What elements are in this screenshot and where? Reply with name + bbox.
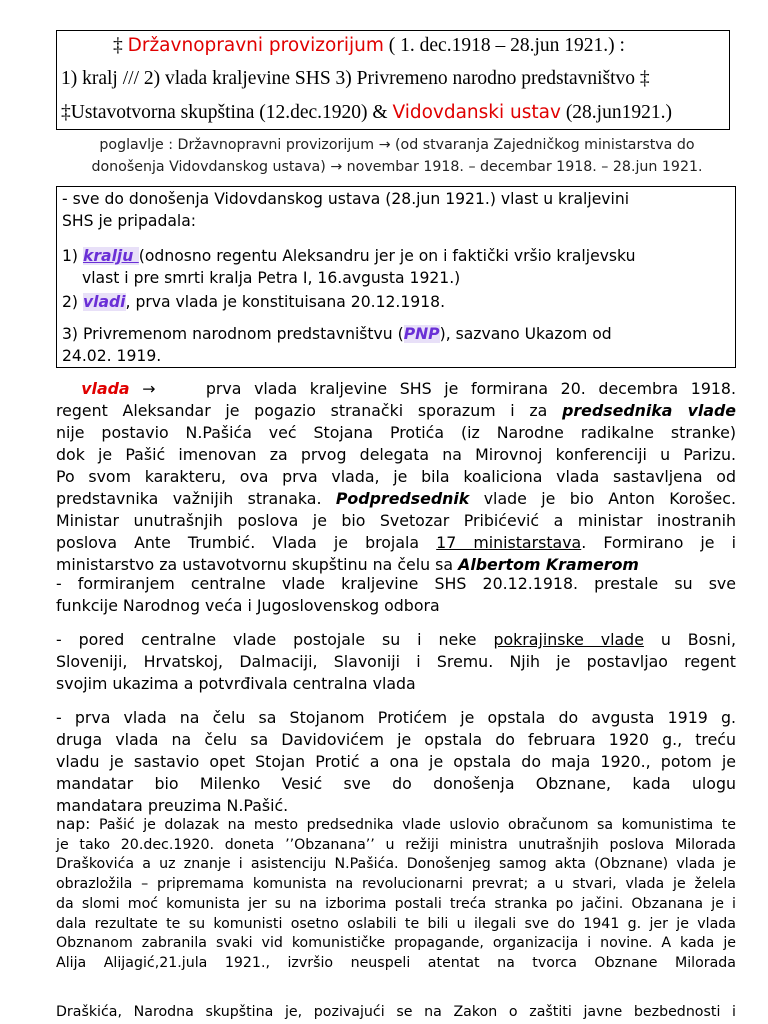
item-number: 1): [62, 247, 79, 265]
text-run: u Bosni,: [660, 630, 736, 649]
text-line: dok je Pašić imenovan za prvog delegata na Mirovnoj konferenciji u Parizu.: [56, 445, 736, 464]
text-line: [56, 532, 736, 554]
title-line: [113, 35, 625, 57]
constitution-intro: ‡Ustavotvorna skupština (12.dec.1920) &: [61, 102, 388, 123]
text-line: [56, 815, 736, 836]
item-text: (odnosno regentu Aleksandru jer je on i faktički vršio kraljevsku: [138, 247, 636, 265]
text-run: predstavnika važnijih stranaka.: [56, 489, 322, 508]
arrow-icon: →: [129, 379, 156, 398]
text-line: je tako 20.dec.1920. doneta ’’Obzanana’’ u režiji ministra unutrašnjih poslova Milorada: [56, 836, 736, 853]
keyword-kramer: Albertom Kramerom: [458, 555, 639, 574]
keyword-king: kralju: [82, 247, 139, 265]
item-number: 2): [62, 293, 79, 311]
power-intro-line-2: SHS je pripadala:: [62, 212, 197, 230]
constitution-date: (28.jun1921.): [565, 102, 672, 123]
note-label: nap:: [56, 815, 91, 833]
title-box: [56, 30, 730, 130]
item-text: , prva vlada je konstituisana 20.12.1918.: [125, 293, 446, 311]
note-block: [56, 815, 736, 974]
topic-dates: ( 1. dec.1918 – 28.jun 1921.) :: [388, 35, 625, 56]
text-line: Draškovića a uz znanje i asistenciju N.Pašića. Donošenjeg samog akta (Obznane) vlada je: [56, 856, 736, 873]
text-line: da slomi moć komunista jer su na izborima postali treća stranka po jačini. Obzanana je i: [56, 895, 736, 912]
text-run: poslova Ante Trumbić. Vlada je brojala: [56, 533, 420, 552]
keyword-deputy: Podpredsednik: [335, 489, 470, 508]
text-run: regent Aleksandar je pogazio stranački sporazum i za: [56, 401, 548, 420]
paragraph-central-government: [56, 573, 736, 617]
power-summary-box: [56, 186, 736, 368]
keyword-prime-minister: predsednika vlade: [562, 401, 737, 420]
text-line: Alija Alijagić,21.jula 1921., izvršio neuspeli atentat na tvorca Obznane Milorada: [56, 954, 736, 971]
text-line: mandatara preuzima N.Pašić.: [56, 796, 289, 815]
text-line: [56, 629, 736, 651]
text-line: - prva vlada na čelu sa Stojanom Protićem je opstala do avgusta 1919 g.: [56, 708, 736, 727]
text-run: - pored centralne vlade postojale su i neke: [56, 630, 477, 649]
constitution-title: Vidovdanski ustav: [392, 102, 561, 123]
power-item-government: [62, 291, 730, 313]
text-run: vlade je bio Anton Korošec.: [483, 489, 736, 508]
topic-constitution-line: [61, 102, 672, 124]
text-line: [56, 378, 736, 400]
keyword-government: vladi: [82, 293, 126, 311]
text-line: Obznanom zabranila svaki vid komunističke propagande, organizacija i novine. A kada je: [56, 935, 736, 952]
keyword-provincial: pokrajinske vlade: [493, 630, 644, 649]
double-dagger-icon: ‡: [113, 35, 123, 56]
keyword-pnp: PNP: [403, 325, 440, 343]
paragraph-government: [56, 378, 736, 576]
text-line: vladu je sastavio opet Stojan Protić a ona je opstala do maja 1920., potom je: [56, 752, 736, 771]
text-line: svojim ukazima a potvrđivala centralna vlada: [56, 674, 416, 693]
text-line: Po svom karakteru, ova prva vlada, je bila koaliciona vlada sastavljena od: [56, 467, 736, 486]
paragraph-provincial-governments: [56, 629, 736, 695]
chapter-reference: [52, 134, 742, 178]
text-line: nije postavio N.Pašića već Stojana Protića (iz Narodne radikalne stranke): [56, 423, 736, 442]
power-item-king: [62, 245, 730, 289]
text-line: obrazložila – pripremama komunista na revolucionarni prevrat; a u stvari, vlada je želela: [56, 876, 736, 893]
chapter-line-1: poglavlje : Državnopravni provizorijum → (od stvaranja Zajedničkog ministarstva do: [99, 137, 695, 153]
text-run: prva vlada kraljevine SHS je formirana 20. decembra 1918.: [205, 379, 736, 398]
text-line: [56, 400, 736, 422]
topic-title: Državnopravni provizorijum: [127, 35, 384, 56]
note-continuation: Draškića, Narodna skupština je, pozivajući se na Zakon o zaštiti javne bezbednosti i: [56, 1004, 736, 1020]
item-text-cont: 24.02. 1919.: [62, 347, 162, 365]
text-line: Ministar unutrašnjih poslova je bio Svetozar Pribićević a ministar inostranih: [56, 511, 736, 530]
text-line: Sloveniji, Hrvatskoj, Dalmaciji, Slavoniji i Sremu. Njih je postavljao regent: [56, 652, 736, 671]
text-run: . Formirano je i: [581, 533, 736, 552]
text-line: funkcije Narodnog veća i Jugoslovenskog odbora: [56, 596, 440, 615]
chapter-line-2: donošenja Vidovdanskog ustava) → novembar 1918. – decembar 1918. – 28.jun 1921.: [91, 159, 703, 175]
item-text: 3) Privremenom narodnom predstavništvu (: [62, 325, 404, 343]
paragraph-government-succession: [56, 707, 736, 817]
power-intro-line-1: - sve do donošenja Vidovdanskog ustava (28.jun 1921.) vlast u kraljevini: [62, 190, 630, 208]
text-line: druga vlada na čelu sa Davidovićem je opstala do februara 1920 g., treću: [56, 730, 736, 749]
text-line: [56, 488, 736, 510]
item-text-cont: vlast i pre smrti kralja Petra I, 16.avgusta 1921.): [82, 269, 461, 287]
power-item-pnp: [62, 323, 730, 367]
text-line: dala rezultate te su komunisti osetno oslabili te bili u ilegali sve do 1941 g. jer je vlada: [56, 915, 736, 932]
topic-subtitle: 1) kralj /// 2) vlada kraljevine SHS 3) Privremeno narodno predstavništvo ‡: [61, 68, 650, 89]
keyword-ministries: 17 ministarstava: [436, 533, 582, 552]
power-intro: [62, 188, 730, 232]
item-text-end: ), sazvano Ukazom od: [439, 325, 612, 343]
text-line: - formiranjem centralne vlade kraljevine SHS 20.12.1918. prestale su sve: [56, 574, 736, 593]
text-line: mandatar bio Milenko Vesić sve do donošenja Obznane, kada ulogu: [56, 774, 736, 793]
keyword-vlada: vlada: [81, 379, 130, 398]
text-run: Pašić je dolazak na mesto predsednika vlade uslovio obračunom sa komunistima te: [98, 817, 737, 833]
text-run: ministarstvo za ustavotvornu skupštinu na čelu sa: [56, 555, 454, 574]
